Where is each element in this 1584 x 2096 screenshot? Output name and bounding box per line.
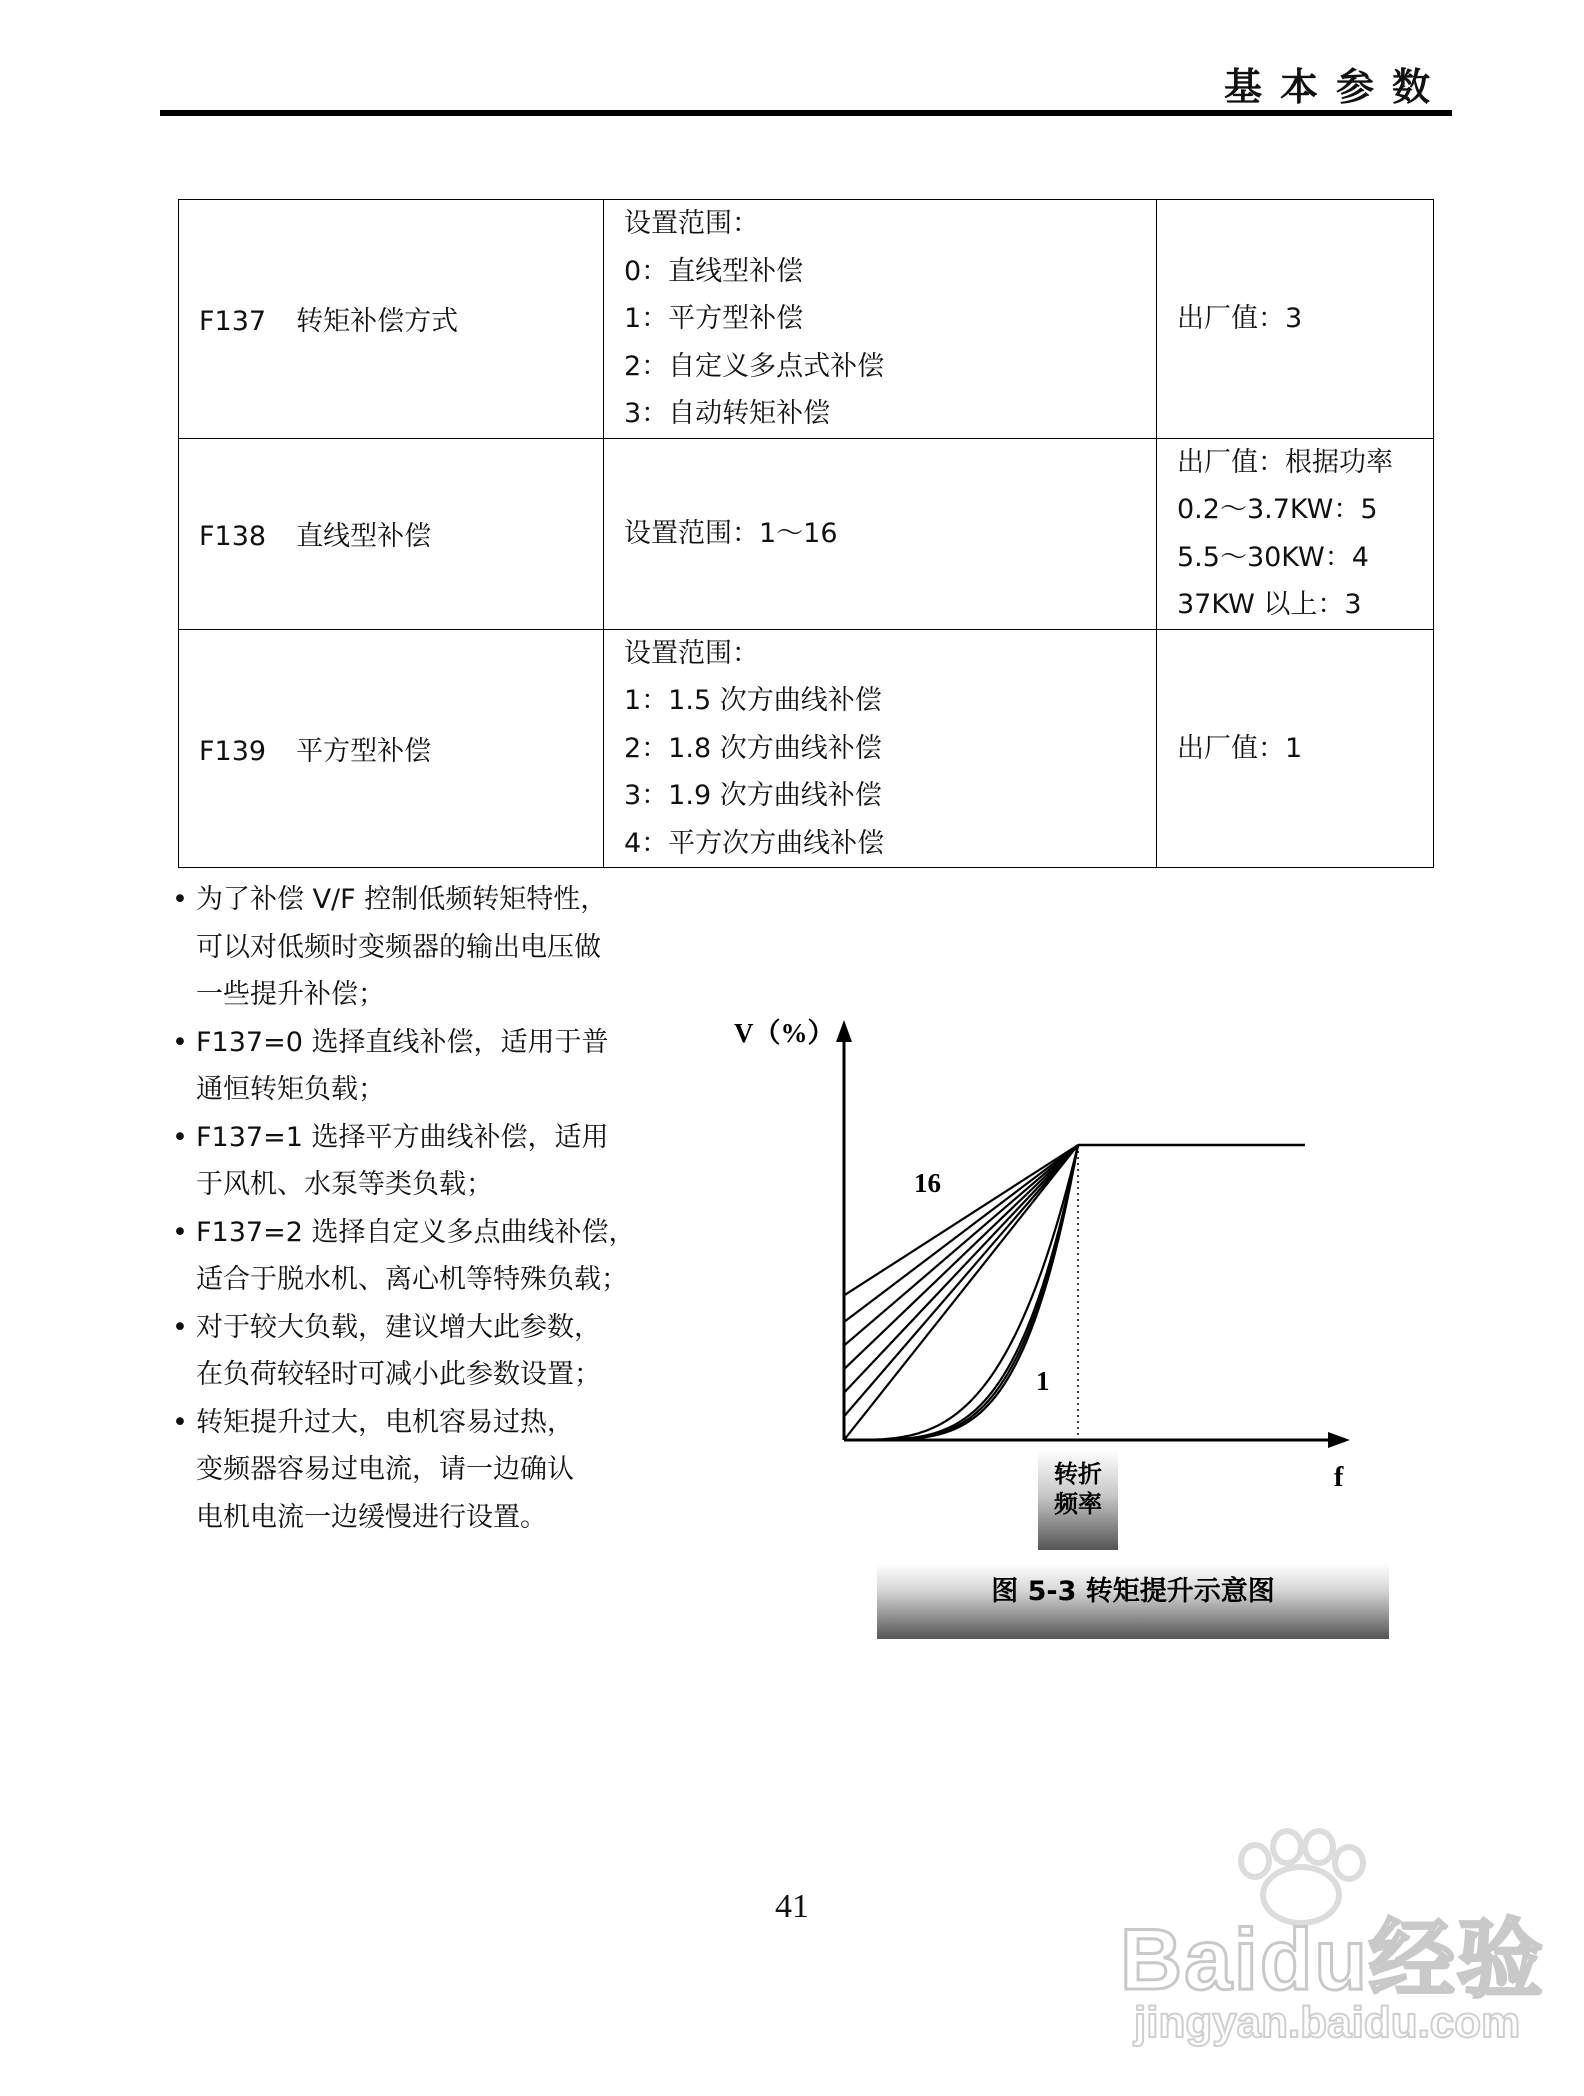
param-default-cell	[1157, 200, 1434, 439]
note-line: • 转矩提升过大，电机容易过热，	[196, 1406, 574, 1438]
watermark-url: jingyan.baidu.com	[1134, 1998, 1521, 2047]
param-name-cell	[179, 200, 604, 439]
section-title: 基本参数	[1223, 65, 1448, 109]
range-line: 设置范围：	[624, 208, 759, 239]
baidu-watermark	[1120, 1830, 1545, 2060]
note-line: 适合于脱水机、离心机等特殊负载；	[196, 1264, 628, 1295]
figure-caption: 图 5-3 转矩提升示意图	[991, 1576, 1275, 1607]
header-rule	[160, 110, 1452, 116]
param-name: 转矩补偿方式	[296, 306, 459, 338]
range-line: 1：1.5 次方曲线补偿	[624, 685, 882, 716]
note-line: • F137=2 选择自定义多点曲线补偿，	[196, 1216, 636, 1248]
note-line: 在负荷较轻时可减小此参数设置；	[196, 1359, 601, 1390]
note-item	[172, 1304, 692, 1399]
default-line: 出厂值：根据功率	[1177, 446, 1393, 478]
range-line: 1：平方型补偿	[624, 303, 804, 334]
note-line: • F137=1 选择平方曲线补偿，适用	[196, 1121, 609, 1153]
watermark-brand: Baidu经验	[1120, 1912, 1545, 2008]
note-line: 可以对低频时变频器的输出电压做	[196, 931, 601, 963]
param-default-cell	[1157, 629, 1434, 868]
linear-boost-line-3	[844, 1145, 1078, 1346]
range-line: 设置范围：	[624, 637, 759, 669]
param-range-cell	[604, 438, 1157, 629]
range-line: 0：直线型补偿	[624, 255, 804, 287]
default-line: 出厂值：1	[1177, 732, 1303, 764]
note-item	[172, 1019, 692, 1114]
note-line: • F137=0 选择直线补偿，适用于普	[196, 1026, 609, 1058]
default-line: 0.2～3.7KW：5	[1177, 494, 1378, 525]
param-name-cell	[179, 438, 604, 629]
param-name-cell	[179, 629, 604, 868]
x-axis-label: f	[1334, 1462, 1344, 1493]
param-name: 平方型补偿	[296, 735, 432, 767]
table-row	[179, 200, 1434, 439]
break-frequency-label: 频率	[1054, 1490, 1102, 1518]
range-line: 3：1.9 次方曲线补偿	[624, 780, 882, 811]
param-code: F138	[199, 521, 267, 552]
min-curve-label: 1	[1036, 1365, 1050, 1396]
note-line: 一些提升补偿；	[196, 979, 385, 1010]
range-line: 2：1.8 次方曲线补偿	[624, 732, 882, 764]
range-line: 3：自动转矩补偿	[624, 398, 831, 429]
parameter-table	[178, 199, 1434, 868]
range-line: 4：平方次方曲线补偿	[624, 827, 885, 859]
param-range-cell	[604, 629, 1157, 868]
param-range-cell	[604, 200, 1157, 439]
note-line: 通恒转矩负载；	[196, 1074, 385, 1105]
note-line: 电机电流一边缓慢进行设置。	[196, 1501, 547, 1533]
linear-boost-line-4	[844, 1145, 1078, 1369]
range-line: 2：自定义多点式补偿	[624, 350, 885, 382]
default-line: 37KW 以上：3	[1177, 589, 1362, 620]
param-default-cell	[1157, 438, 1434, 629]
param-code: F139	[199, 735, 267, 767]
x-axis-arrow-icon	[1328, 1432, 1350, 1448]
y-axis-arrow-icon	[836, 1020, 852, 1042]
note-line: • 为了补偿 V/F 控制低频转矩特性，	[196, 884, 608, 915]
note-item	[172, 1114, 692, 1209]
note-item	[172, 876, 692, 1019]
y-axis-label: V（%）	[734, 1018, 835, 1048]
note-item	[172, 1399, 692, 1542]
note-line: 变频器容易过电流，请一边确认	[196, 1454, 574, 1485]
param-name: 直线型补偿	[296, 521, 432, 552]
notes-list	[172, 876, 692, 1541]
figure-caption-bar	[877, 1563, 1389, 1639]
table-row	[179, 629, 1434, 868]
default-line: 出厂值：3	[1177, 303, 1303, 334]
page-number: 41	[775, 1888, 809, 1925]
note-item	[172, 1209, 692, 1304]
break-frequency-label: 转折	[1054, 1460, 1102, 1488]
torque-boost-chart	[700, 990, 1380, 1550]
table-row	[179, 438, 1434, 629]
range-line: 设置范围：1～16	[624, 517, 838, 549]
max-curve-label: 16	[914, 1168, 941, 1199]
note-line: 于风机、水泵等类负载；	[196, 1169, 493, 1200]
default-line: 5.5～30KW：4	[1177, 541, 1369, 573]
param-code: F137	[199, 306, 267, 338]
linear-boost-line-1	[844, 1145, 1078, 1295]
note-line: • 对于较大负载，建议增大此参数，	[196, 1311, 601, 1343]
